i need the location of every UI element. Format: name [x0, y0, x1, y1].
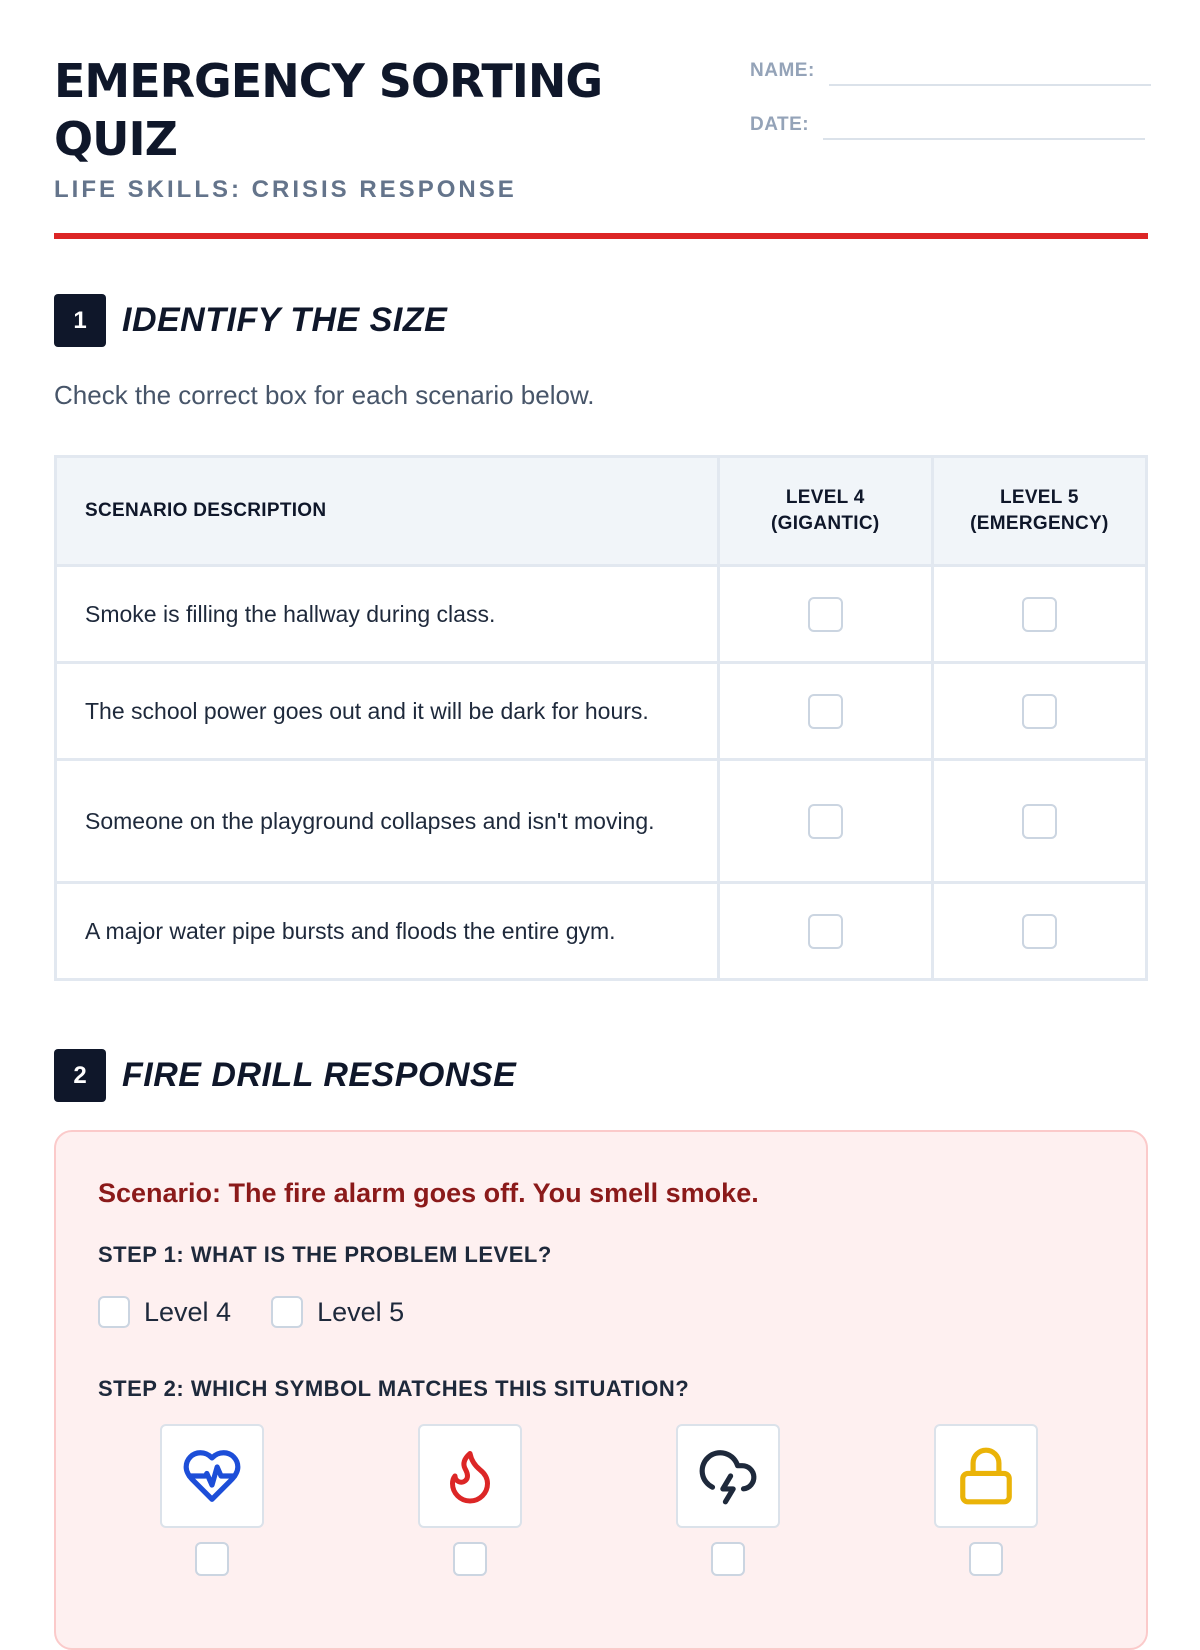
symbol-option-storm[interactable] [676, 1424, 780, 1528]
scenario-box [54, 1130, 1148, 1650]
heart-pulse-icon [181, 1445, 243, 1507]
column-header-level-5 [932, 457, 1146, 566]
option-checkbox[interactable] [98, 1296, 130, 1328]
date-row [750, 114, 1145, 136]
step-1-label: STEP 1: WHAT IS THE PROBLEM LEVEL? [98, 1242, 552, 1267]
section-number-badge: 2 [54, 1049, 106, 1102]
table-header-row [56, 457, 1147, 566]
option-checkbox[interactable] [271, 1296, 303, 1328]
scenario-description: Smoke is filling the hallway during class. [56, 566, 719, 663]
option-label: Level 4 [144, 1296, 232, 1327]
symbol-checkbox[interactable] [195, 1542, 229, 1576]
symbol-option-flame[interactable] [418, 1424, 522, 1528]
section-number-badge: 1 [54, 294, 106, 347]
symbol-card[interactable] [676, 1424, 780, 1528]
option-label: Level 5 [317, 1296, 405, 1327]
page-title: EMERGENCY SORTING QUIZ [54, 54, 603, 166]
section-2-heading [54, 1049, 516, 1102]
symbol-option-heart[interactable] [160, 1424, 264, 1528]
section-title: IDENTIFY THE SIZE [122, 301, 448, 339]
table-row [56, 883, 1147, 980]
section-title: FIRE DRILL RESPONSE [122, 1056, 517, 1094]
header-divider [54, 233, 1148, 239]
level-5-checkbox[interactable] [1022, 914, 1057, 949]
level-options [98, 1296, 444, 1328]
symbol-card[interactable] [934, 1424, 1038, 1528]
scenario-description: The school power goes out and it will be dark for hours. [56, 663, 719, 760]
symbol-card[interactable] [160, 1424, 264, 1528]
lock-icon [955, 1445, 1017, 1507]
section-1-heading [54, 294, 447, 347]
option-level-4[interactable] [98, 1296, 231, 1328]
column-header-description: SCENARIO DESCRIPTION [56, 457, 719, 566]
option-level-5[interactable] [271, 1296, 404, 1328]
storm-icon [697, 1445, 759, 1507]
date-field[interactable] [823, 138, 1145, 140]
worksheet-page [54, 0, 1148, 1401]
scenario-description: Someone on the playground collapses and isn't moving. [56, 760, 719, 883]
page-subtitle: LIFE SKILLS: CRISIS RESPONSE [54, 176, 517, 203]
name-field[interactable] [829, 84, 1151, 86]
name-row [750, 60, 1151, 82]
column-header-level-4 [718, 457, 932, 566]
symbol-checkbox[interactable] [969, 1542, 1003, 1576]
flame-icon [440, 1446, 500, 1506]
step-2-label: STEP 2: WHICH SYMBOL MATCHES THIS SITUATION? [98, 1376, 690, 1401]
date-label: DATE: [750, 114, 810, 135]
level-4-checkbox[interactable] [808, 914, 843, 949]
level-5-checkbox[interactable] [1022, 694, 1057, 729]
level-4-heading-text: LEVEL 4 (GIGANTIC) [771, 487, 880, 534]
instructions: Check the correct box for each scenario below. [54, 380, 595, 410]
table-row [56, 663, 1147, 760]
name-label: NAME: [750, 60, 815, 81]
scenario-description: A major water pipe bursts and floods the entire gym. [56, 883, 719, 980]
level-4-checkbox[interactable] [808, 597, 843, 632]
level-4-checkbox[interactable] [808, 804, 843, 839]
level-5-heading-text: LEVEL 5 (EMERGENCY) [970, 487, 1109, 534]
scenario-text: Scenario: The fire alarm goes off. You smell smoke. [98, 1178, 759, 1208]
level-5-checkbox[interactable] [1022, 804, 1057, 839]
symbol-option-lock[interactable] [934, 1424, 1038, 1528]
level-5-checkbox[interactable] [1022, 597, 1057, 632]
symbol-checkbox[interactable] [453, 1542, 487, 1576]
scenario-table [54, 455, 1148, 981]
header [54, 0, 1148, 240]
symbol-card[interactable] [418, 1424, 522, 1528]
table-row [56, 566, 1147, 663]
level-4-checkbox[interactable] [808, 694, 843, 729]
symbol-checkbox[interactable] [711, 1542, 745, 1576]
table-row [56, 760, 1147, 883]
